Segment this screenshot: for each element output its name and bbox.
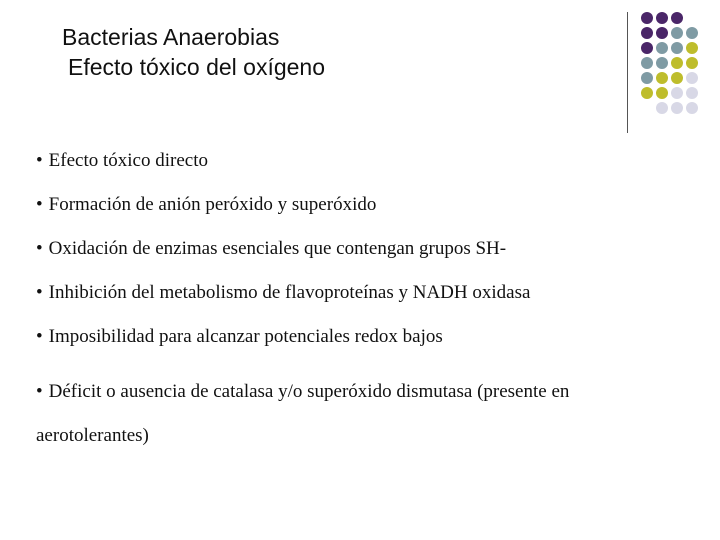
bullet-text: Oxidación de enzimas esenciales que contengan grupos SH- <box>48 238 507 259</box>
bullet-item <box>36 326 686 348</box>
decor-dot <box>686 102 698 114</box>
decor-dot <box>641 72 653 84</box>
decor-dot <box>671 87 683 99</box>
decorative-divider <box>627 12 628 133</box>
decor-dot <box>656 27 668 39</box>
bullet-marker: • <box>36 150 43 171</box>
bullet-marker: • <box>36 194 43 215</box>
bullet-text: Déficit o ausencia de catalasa y/o superóxido dismutasa (presente en aerotolerantes) <box>36 381 570 446</box>
bullet-list <box>36 150 686 480</box>
decor-dot <box>671 102 683 114</box>
decor-dot <box>671 27 683 39</box>
decor-dot <box>686 72 698 84</box>
decor-dot <box>686 57 698 69</box>
decor-dot <box>671 12 683 24</box>
bullet-marker: • <box>36 381 43 402</box>
bullet-text: Efecto tóxico directo <box>48 150 208 171</box>
bullet-text: Imposibilidad para alcanzar potenciales redox bajos <box>48 326 443 347</box>
bullet-marker: • <box>36 282 43 303</box>
bullet-marker: • <box>36 326 43 347</box>
bullet-item <box>36 150 686 172</box>
decor-dot <box>656 72 668 84</box>
decor-dot <box>656 57 668 69</box>
decor-dot <box>641 12 653 24</box>
bullet-item <box>36 194 686 216</box>
bullet-item <box>36 282 686 304</box>
decor-dot <box>656 87 668 99</box>
bullet-text: Formación de anión peróxido y superóxido <box>48 194 377 215</box>
decor-dot <box>671 57 683 69</box>
bullet-item <box>36 370 686 458</box>
title-line-1: Bacterias Anaerobias <box>62 24 280 50</box>
decor-dot <box>641 87 653 99</box>
bullet-item <box>36 238 686 260</box>
decor-dot <box>641 57 653 69</box>
decor-dot <box>656 12 668 24</box>
bullet-text: Inhibición del metabolismo de flavoproteínas y NADH oxidasa <box>48 282 531 303</box>
bullet-marker: • <box>36 238 43 259</box>
decor-dot <box>671 72 683 84</box>
slide-title <box>62 22 325 82</box>
decor-dot <box>671 42 683 54</box>
decor-dot <box>641 27 653 39</box>
decor-dot <box>656 42 668 54</box>
decor-dot <box>641 42 653 54</box>
decor-dot <box>686 42 698 54</box>
decor-dot <box>656 102 668 114</box>
decor-dot <box>686 27 698 39</box>
decor-dot <box>686 87 698 99</box>
title-line-2: Efecto tóxico del oxígeno <box>68 54 325 80</box>
